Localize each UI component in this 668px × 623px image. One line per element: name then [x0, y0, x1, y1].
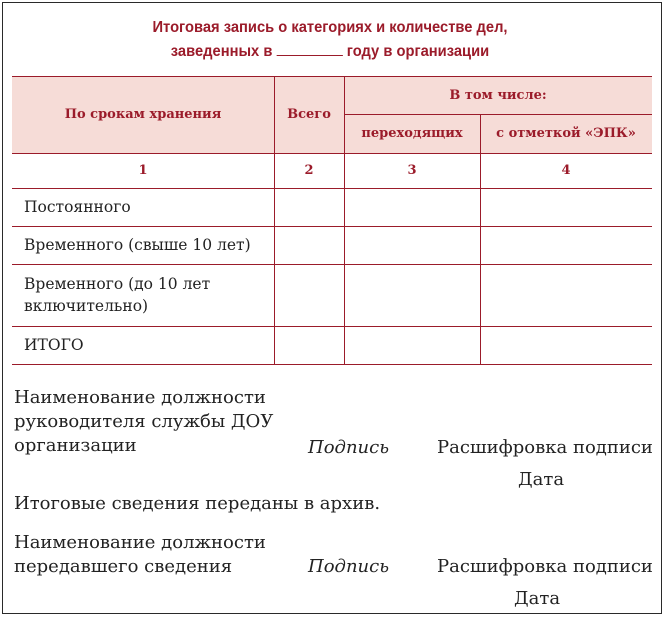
table-rule: [12, 76, 652, 77]
column-number-4: 4: [561, 163, 571, 178]
table-cell: [274, 188, 344, 226]
column-number-2: 2: [304, 163, 314, 178]
year-blank: [276, 41, 342, 56]
table-rule: [12, 264, 652, 265]
position-title-sender: Наименование должности передавшего сведения: [14, 532, 266, 577]
title-line-2-before: заведенных в: [170, 43, 273, 60]
date-label-2: Дата: [514, 588, 561, 609]
table-rule: [12, 226, 652, 227]
header-epk-mark: с отметкой «ЭПК»: [496, 126, 636, 141]
header-storage-period: По срокам хранения: [64, 107, 222, 122]
row-label-temporary-over-10: Временного (свыше 10 лет): [24, 236, 251, 254]
signature-decode-label-2: Расшифровка подписи: [437, 556, 653, 577]
form-title: [26, 16, 633, 64]
signature-label-2: Подпись: [308, 556, 390, 577]
header-carried-over: переходящих: [361, 126, 463, 141]
signature-label-1: Подпись: [308, 437, 390, 458]
table-cell: [480, 188, 652, 226]
table-rule: [344, 114, 652, 115]
row-label-total: ИТОГО: [24, 336, 84, 354]
table-rule: [12, 364, 652, 365]
row-label-temporary-up-to-10: Временного (до 10 лет включительно): [24, 275, 211, 315]
signature-decode-label-1: Расшифровка подписи: [437, 437, 653, 458]
date-label-1: Дата: [518, 469, 565, 490]
transfer-note: Итоговые сведения переданы в архив.: [14, 493, 381, 514]
column-number-3: 3: [407, 163, 417, 178]
table-column-rule: [274, 76, 275, 365]
header-including: В том числе:: [449, 87, 547, 103]
title-line-2: [26, 40, 633, 64]
table-column-rule: [344, 76, 345, 365]
title-line-2-after: году в организации: [346, 43, 490, 60]
table-cell: [344, 188, 480, 226]
table-column-rule: [480, 114, 481, 365]
table-rule: [12, 326, 652, 327]
row-label-permanent: Постоянного: [24, 198, 131, 216]
title-line-1: Итоговая запись о категориях и количестве дел,: [152, 19, 508, 36]
position-title-head: Наименование должности руководителя службы ДОУ организации: [14, 387, 274, 456]
table-rule: [12, 188, 652, 189]
table-rule: [12, 153, 652, 154]
header-total: Всего: [287, 107, 331, 122]
column-number-1: 1: [138, 163, 148, 178]
